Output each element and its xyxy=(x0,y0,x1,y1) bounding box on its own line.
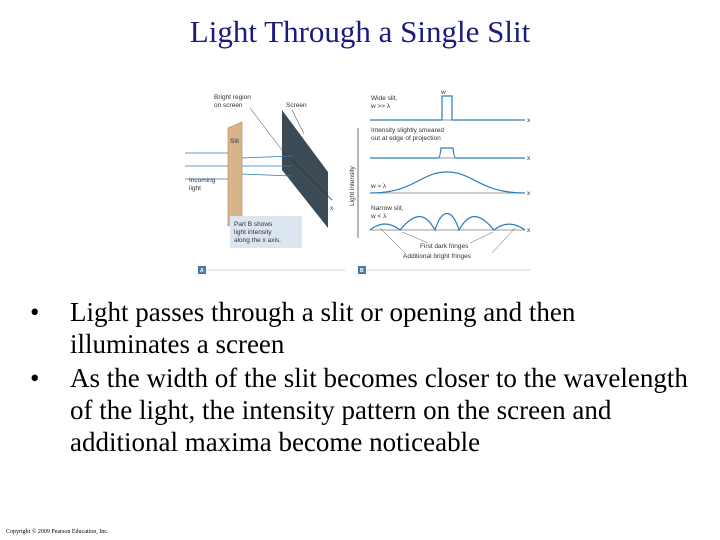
part-a-x-label: x xyxy=(330,205,334,212)
incoming-light-label: Incoming xyxy=(189,177,216,184)
y-axis-label: Light intensity xyxy=(349,166,356,206)
pointer-line xyxy=(470,232,493,243)
axis-x-label: x xyxy=(527,227,531,234)
copyright-notice: Copyright © 2009 Pearson Education, Inc. xyxy=(6,529,109,535)
part-a-tag: A xyxy=(200,268,204,274)
axis-x-label: x xyxy=(527,190,531,197)
bullet-text: Light passes through a slit or opening and then illuminates a screen xyxy=(70,297,576,359)
light-ray xyxy=(242,174,292,176)
first-dark-fringes-label: First dark fringes xyxy=(420,243,469,250)
bullet-item xyxy=(30,362,700,458)
curve3-label: w ≈ λ xyxy=(371,183,387,190)
bright-region-label: Bright region xyxy=(214,94,251,101)
curve4-label: w < λ xyxy=(371,213,387,220)
curve2-label: Intensity slightly smeared xyxy=(371,127,444,134)
single-slit-figure xyxy=(180,88,540,278)
pointer-line xyxy=(492,228,515,253)
bullet-text: As the width of the slit becomes closer to the wavelength of the light, the intensity pattern on the screen and additional maxima become noticeable xyxy=(70,363,688,457)
slit-label: Slit xyxy=(230,138,240,145)
bullet-item xyxy=(30,296,700,360)
narrow-slit-curve xyxy=(370,214,525,231)
curve1-label: w >> λ xyxy=(371,103,391,110)
curve2-label: out at edge of projection xyxy=(371,135,441,142)
bullet-symbol: • xyxy=(30,363,40,393)
curve1-label: Wide slit, xyxy=(371,95,398,102)
smeared-curve xyxy=(370,148,525,158)
pointer-line xyxy=(402,232,428,243)
w-marker-label: w xyxy=(441,89,446,96)
part-b-tag: B xyxy=(360,268,364,274)
w-approx-lambda-curve xyxy=(370,172,525,193)
slide-title: Light Through a Single Slit xyxy=(189,14,531,49)
figure-svg xyxy=(180,88,540,278)
axis-x-label: x xyxy=(527,155,531,162)
bullet-list xyxy=(30,296,700,460)
bright-region-label: on screen xyxy=(214,102,243,109)
callout-text: along the x axis. xyxy=(234,237,281,244)
pointer-line xyxy=(380,228,405,253)
bullet-symbol: • xyxy=(30,297,40,327)
incoming-light-label: light xyxy=(189,185,201,192)
callout-text: light intensity xyxy=(234,229,272,236)
axis-x-label: x xyxy=(527,117,531,124)
screen-plane xyxy=(282,110,328,228)
screen-label: Screen xyxy=(286,102,307,109)
callout-text: Part B shows xyxy=(234,221,273,228)
curve4-label: Narrow slit, xyxy=(371,205,404,212)
additional-bright-fringes-label: Additional bright fringes xyxy=(403,253,471,260)
